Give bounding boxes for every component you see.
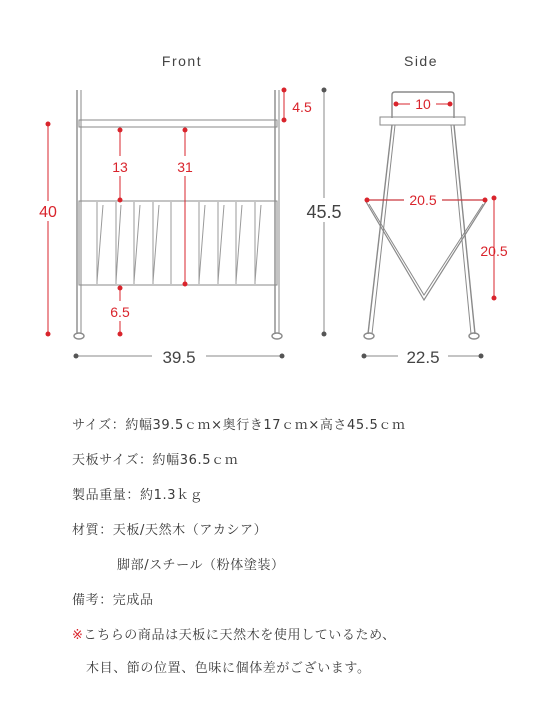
spec-note-line-1 (72, 624, 396, 643)
note-asterisk: ※ (72, 628, 84, 643)
front-rack (79, 201, 277, 285)
front-bottom-gap-label: 6.5 (110, 304, 130, 320)
front-dimensions (34, 88, 312, 368)
spec-material-legs: 脚部/スチール（粉体塗装） (117, 558, 285, 573)
front-top-gap-label: 4.5 (292, 99, 312, 115)
side-cross-width-label: 20.5 (409, 192, 437, 208)
front-height-label: 40 (39, 204, 57, 221)
front-label: Front (161, 53, 203, 69)
spec-top-size: 天板サイズ：約幅36.5ｃｍ (72, 453, 239, 468)
side-view (364, 92, 487, 339)
front-rack-top-label: 13 (112, 159, 128, 175)
side-cross-height-label: 20.5 (480, 243, 508, 259)
front-rack-depth-label: 31 (177, 159, 193, 175)
side-dimensions (300, 88, 508, 368)
front-top-board (79, 120, 277, 127)
side-label: Side (403, 53, 439, 69)
spec-material-top: 材質：天板/天然木（アカシア） (72, 523, 268, 538)
spec-remarks: 備考：完成品 (72, 593, 154, 608)
side-base-width-label: 22.5 (406, 348, 440, 367)
spec-size: サイズ：約幅39.5ｃｍ×奥行き17ｃｍ×高さ45.5ｃｍ (72, 418, 406, 433)
side-height-label: 45.5 (306, 202, 342, 222)
spec-weight: 製品重量：約1.3ｋｇ (72, 488, 204, 503)
side-top-width-label: 10 (415, 96, 431, 112)
note-text-1: こちらの商品は天板に天然木を使用しているため、 (83, 628, 396, 643)
spec-note-line-2: 木目、節の位置、色味に個体差がございます。 (86, 661, 371, 676)
front-width-label: 39.5 (162, 348, 196, 367)
side-top-board (380, 117, 465, 125)
